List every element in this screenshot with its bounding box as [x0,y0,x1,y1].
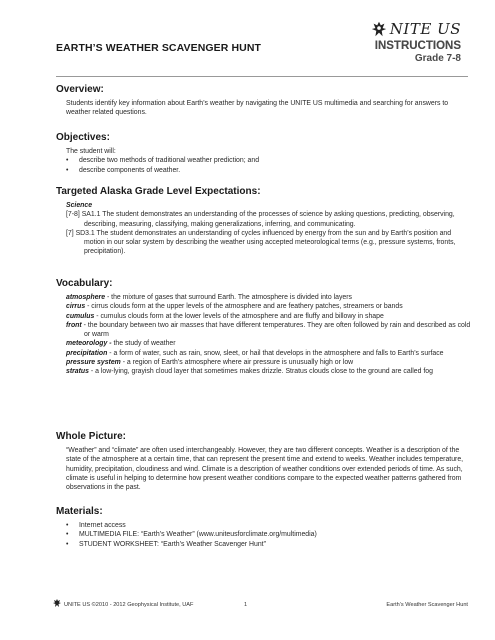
vocab-definition: - a region of Earth’s atmosphere where air pressure is unusually high or low [120,359,354,367]
vocab-item [66,358,472,367]
page-number: 1 [244,602,248,608]
logo [341,19,461,39]
vocab-term: meteorology - [66,340,112,348]
instructions-label: INSTRUCTIONS [374,40,461,52]
vocab-definition: - cumulus clouds form at the lower levels of the atmosphere and are fluffy and billowy in shape [94,312,384,320]
objectives-section [56,132,472,175]
vocab-term: precipitation [66,349,108,357]
list-item: • MULTIMEDIA FILE: “Earth’s Weather” (www.uniteusforclimate.org/multimedia) [66,530,472,539]
vocab-definition: - the mixture of gases that surround Earth. The atmosphere is divided into layers [105,294,352,301]
expectations-heading: Targeted Alaska Grade Level Expectations: [56,186,261,197]
list-item: • STUDENT WORKSHEET: “Earth’s Weather Scavenger Hunt” [66,540,472,549]
footer-copyright: UNITE US ©2010 - 2012 Geophysical Institute, UAF [64,602,194,608]
list-item: • describe components of weather. [66,166,472,175]
science-label: Science [66,202,93,209]
list-item: • describe two methods of traditional weather prediction; and [66,156,472,165]
vocab-definition: - the boundary between two air masses that have different temperatures. They are often followed by rain and described as cold or warm [81,321,471,339]
whole-picture-section [56,431,472,492]
vocab-definition: - a form of water, such as rain, snow, sleet, or hail that develops in the atmosphere and falls to Earth’s surface [107,349,444,357]
document-title: EARTH’S WEATHER SCAVENGER HUNT [56,42,262,54]
vocab-definition: - a low-lying, grayish cloud layer that sometimes makes drizzle. Stratus clouds close to the ground are called fog [88,368,433,376]
vocab-term: cirrus [66,303,86,311]
materials-section [56,506,472,549]
vocab-term: front [66,321,82,329]
page-footer [56,597,468,613]
vocab-definition: the study of weather [111,340,176,348]
vocabulary-section [56,278,472,377]
footer-doc-title: Earth’s Weather Scavenger Hunt [386,602,468,608]
vocabulary-heading: Vocabulary: [56,278,113,289]
vocab-term: atmosphere [66,294,106,301]
eagle-emblem-icon [52,598,62,608]
materials-list [66,521,472,549]
vocab-item [66,367,472,376]
overview-text: Students identify key information about Earth’s weather by navigating the UNITE US multimedia and searching for answers to weather related questions. [66,100,449,117]
materials-heading: Materials: [56,506,103,517]
header-divider [56,76,468,77]
overview-section [56,84,472,118]
list-item: • Internet access [66,521,472,530]
whole-picture-heading: Whole Picture: [56,431,127,442]
expectation-item: [7-8] SA1.1 The student demonstrates an understanding of the processes of science by asking questions, predicting, observing, describing, measuring, classifying, making generalizations, inferring, and communicating. [66,211,455,228]
vocab-definition: - cirrus clouds form at the upper levels of the atmosphere and are feathery patches, streamers or bands [85,303,403,311]
expectation-item: [7] SD3.1 The student demonstrates an understanding of cycles influenced by energy from the sun and by Earth’s position and motion in our solar system by describing the weather using accepted meteorological terms (e.g., pressure systems, fronts, precipitation). [66,229,456,256]
overview-heading: Overview: [56,84,104,95]
vocab-item [66,293,472,302]
objectives-list [66,156,472,175]
eagle-emblem-icon [370,20,388,38]
vocab-item [66,349,472,358]
grade-label: Grade 7-8 [414,53,461,64]
vocab-item [66,321,472,340]
vocab-term: pressure system [66,359,121,367]
expectations-section [56,186,472,257]
whole-picture-text: “Weather” and “climate” are often used interchangeably. However, they are two different concepts. Weather is a description of the state of the atmosphere at a certain time, that can represent the present time and extend to weeks. Weather includes temperature, humidity, precipitation, cloudiness and wind. Climate is a description of weather conditions over extended periods of time. As such, climate is useful in helping to determine how present weather conditions compare to the expected weather patterns gathered from observations in the past. [66,447,464,492]
objectives-heading: Objectives: [56,132,110,143]
vocab-item [66,339,472,348]
objectives-intro: The student will: [66,148,116,155]
vocab-term: stratus [66,368,89,376]
vocab-term: cumulus [66,312,95,320]
brand-block [341,19,461,64]
logo-text: NITE US [389,20,461,38]
vocab-item [66,302,472,311]
vocab-item [66,312,472,321]
